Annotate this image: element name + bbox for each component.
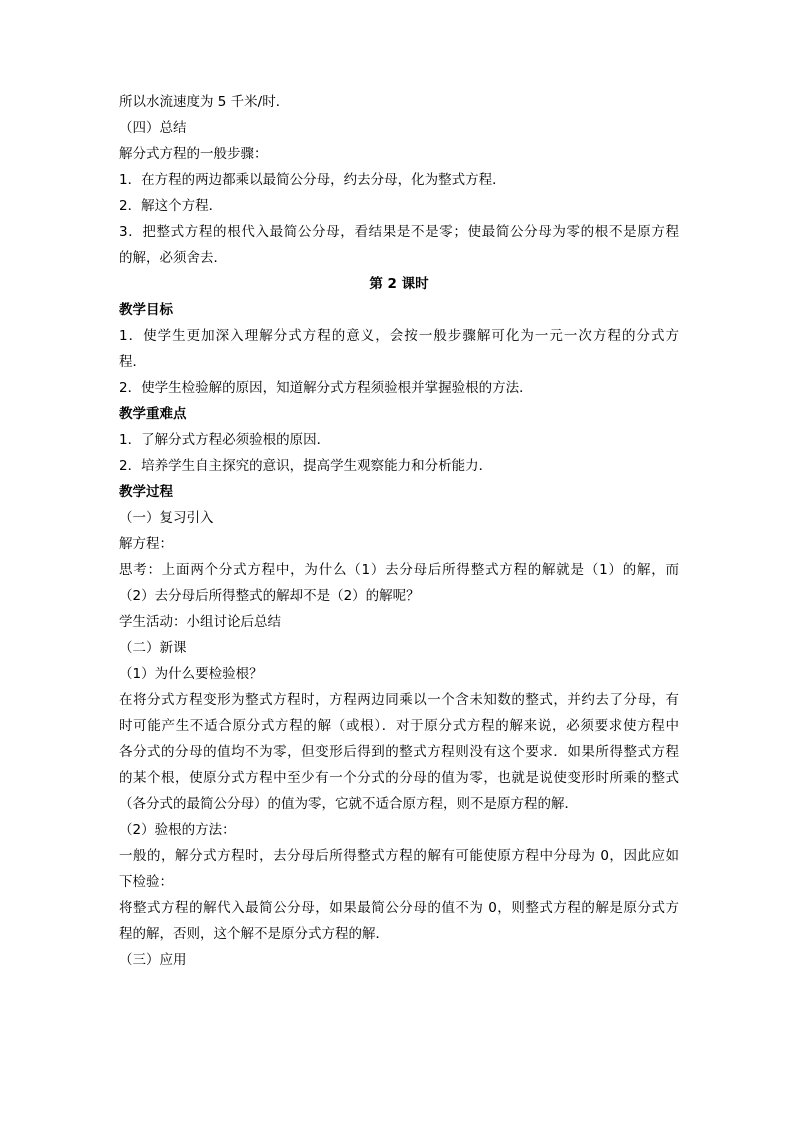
text-line: 1．在方程的两边都乘以最简公分母，约去分母，化为整式方程． (119, 172, 506, 188)
text-line: （1）为什么要检验根？ (119, 666, 263, 682)
section-label: （一）复习引入 (119, 510, 214, 526)
text-line: 程的解，否则，这个解不是原分式方程的解． (119, 926, 389, 942)
section-label: （二）新课 (119, 640, 187, 656)
text-line: 在将分式方程变形为整式方程时，方程两边同乘以一个含未知数的整式，并约去了分母，有 (119, 692, 679, 708)
text-line: 学生活动：小组讨论后总结 (119, 614, 281, 630)
text-line: 2．培养学生自主探究的意识，提高学生观察能力和分析能力． (119, 458, 493, 474)
section-label: （四）总结 (119, 120, 187, 136)
text-line: 2．解这个方程． (119, 198, 223, 214)
lesson-title: 第 2 课时 (369, 276, 429, 292)
section-heading: 教学目标 (119, 302, 173, 318)
text-line: 思考：上面两个分式方程中，为什么（1）去分母后所得整式方程的解就是（1）的解，而 (119, 562, 679, 578)
text-line: 1．了解分式方程必须验根的原因． (119, 432, 331, 448)
text-line: 程． (119, 354, 146, 370)
text-line: （2）验根的方法： (119, 822, 236, 838)
text-line: 解分式方程的一般步骤： (119, 146, 268, 162)
text-line: 的解，必须舍去． (119, 250, 227, 266)
section-heading: 教学过程 (119, 484, 173, 500)
text-line: 1．使学生更加深入理解分式方程的意义，会按一般步骤解可化为一元一次方程的分式方 (119, 328, 679, 344)
text-line: 2．使学生检验解的原因，知道解分式方程须验根并掌握验根的方法． (119, 380, 533, 396)
text-line: 所以水流速度为 5 千米/时． (119, 94, 290, 110)
text-line: 下检验： (119, 874, 173, 890)
text-line: （2）去分母后所得整式的解却不是（2）的解呢？ (119, 588, 420, 604)
section-label: （三）应用 (119, 952, 187, 968)
text-line: 各分式的分母的值均不为零，但变形后得到的整式方程则没有这个要求．如果所得整式方程 (119, 744, 679, 760)
text-line: 将整式方程的解代入最简公分母，如果最简公分母的值不为 0，则整式方程的解是原分式方 (119, 900, 679, 916)
text-line: 的某个根，使原分式方程中至少有一个分式的分母的值为零，也就是说使变形时所乘的整式 (119, 770, 679, 786)
document-page (119, 89, 679, 973)
text-line: 时可能产生不适合原分式方程的解（或根）．对于原分式方程的解来说，必须要求使方程中 (119, 718, 679, 734)
text-line: （各分式的最简公分母）的值为零，它就不适合原方程，则不是原方程的解． (119, 796, 578, 812)
text-line: 解方程： (119, 536, 173, 552)
section-heading: 教学重难点 (119, 406, 187, 422)
text-line: 一般的，解分式方程时，去分母后所得整式方程的解有可能使原方程中分母为 0，因此应如 (119, 848, 679, 864)
text-line: 3．把整式方程的根代入最简公分母，看结果是不是零；使最简公分母为零的根不是原方程 (119, 224, 679, 240)
